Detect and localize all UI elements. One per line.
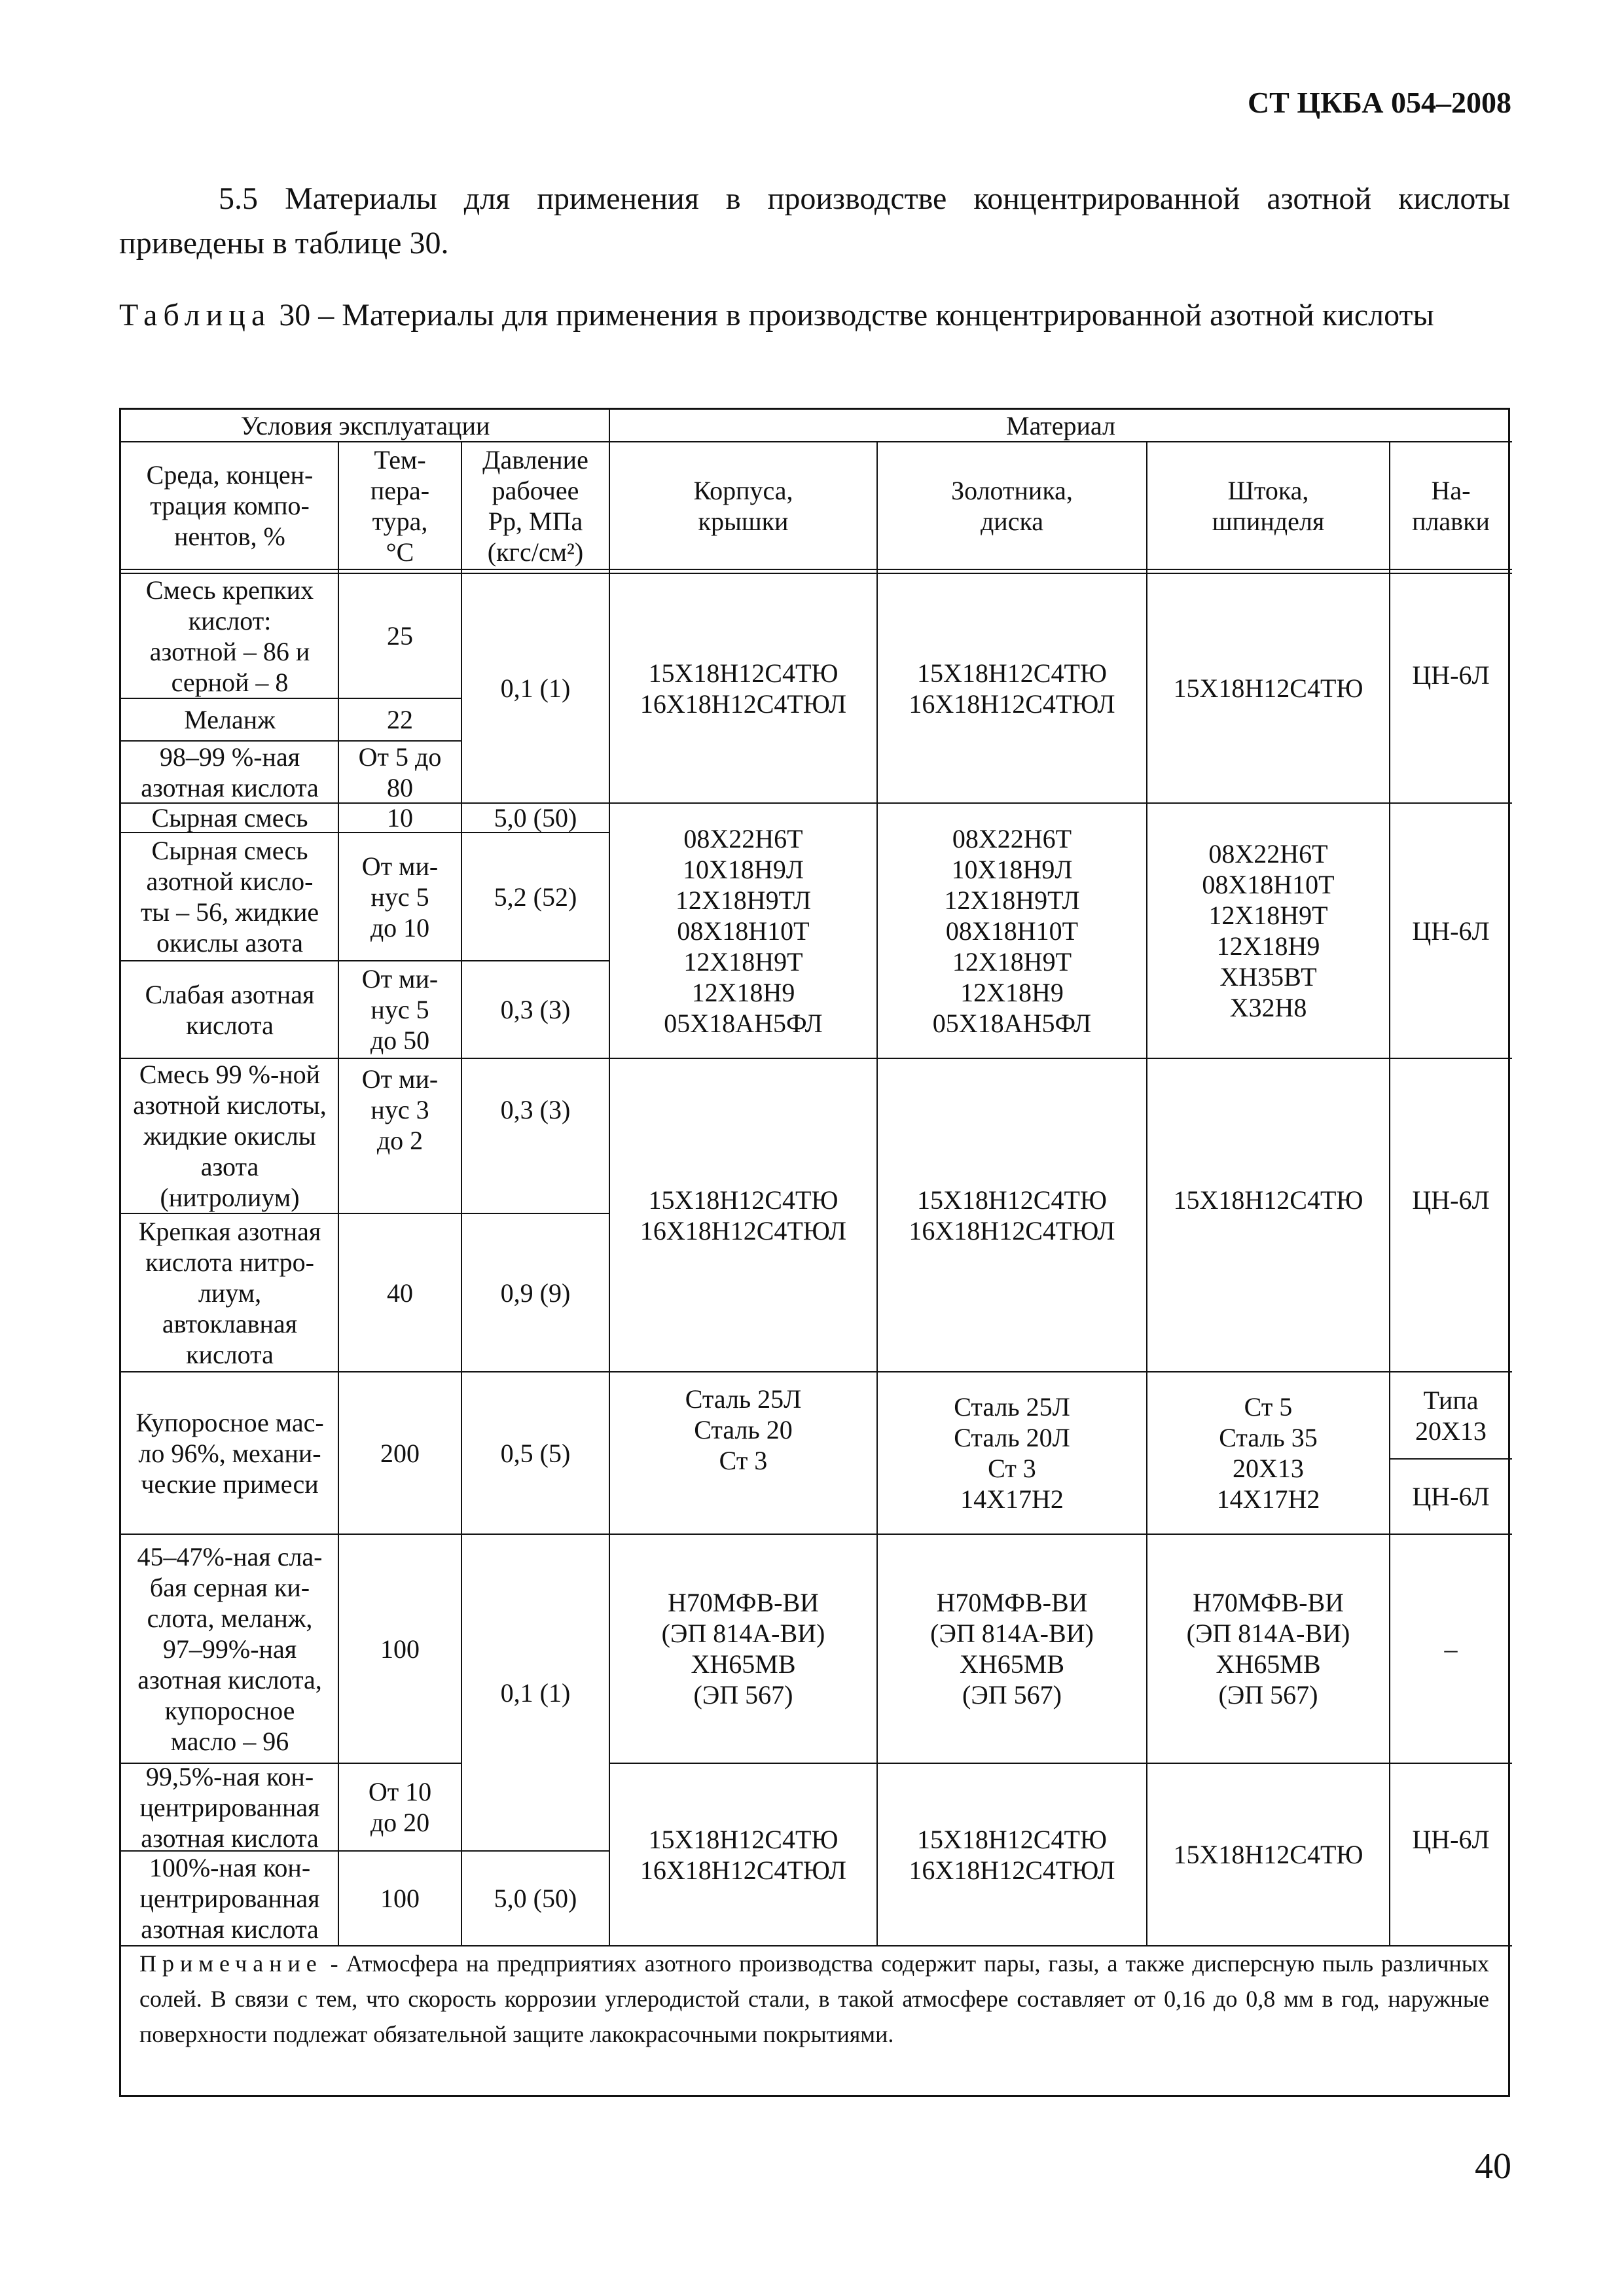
cell-line: 15Х18Н12С4ТЮ <box>1173 1185 1363 1215</box>
cell-line: нус 3 <box>370 1095 429 1124</box>
material-overlay-cell <box>1390 803 1512 1058</box>
cell-line: серной – 8 <box>171 667 289 697</box>
header-temperature-line: °С <box>386 537 414 567</box>
cell-line: 20Х13 <box>1233 1454 1304 1483</box>
header-medium-line: Среда, концен- <box>146 460 314 490</box>
cell-line: бая серная ки- <box>149 1572 310 1602</box>
cell-line: азотной кислоты, <box>133 1090 327 1120</box>
row-pressure-cell <box>461 1058 609 1213</box>
cell-line: 100%-ная кон- <box>149 1853 311 1882</box>
cell-line: (ЭП 814А-ВИ) <box>1186 1619 1350 1648</box>
row-medium-cell <box>121 1372 338 1534</box>
row-pressure-cell <box>461 1851 609 1946</box>
row-temp-cell <box>338 803 461 833</box>
intro-paragraph: 5.5 Материалы для применения в производстве концентрированной азотной кислоты приведены в таблице 30. <box>119 181 1510 260</box>
cell-line: ЦН-6Л <box>1412 1824 1490 1854</box>
material-disc-cell <box>877 1058 1147 1372</box>
cell-line: до 10 <box>370 912 430 942</box>
cell-line: масло – 96 <box>170 1726 289 1756</box>
cell-line: Сталь 20 <box>694 1415 793 1444</box>
material-disc-cell <box>877 573 1147 803</box>
cell-line: азотной – 86 и <box>149 636 310 666</box>
cell-line: 12Х18Н9 <box>1216 931 1320 961</box>
header-temperature <box>338 442 461 569</box>
material-overlay-cell <box>1390 573 1512 803</box>
cell-line: (ЭП 567) <box>1218 1680 1318 1710</box>
group-header-conditions <box>121 410 609 442</box>
header-pressure <box>461 442 609 569</box>
cell-line: ЦН-6Л <box>1412 660 1490 690</box>
material-disc-cell <box>877 1534 1147 1763</box>
header-stem-line: Штока, <box>1227 475 1309 505</box>
cell-line: 25 <box>387 621 413 651</box>
cell-line: 0,1 (1) <box>500 673 571 703</box>
header-disc <box>877 442 1147 569</box>
cell-line: 100 <box>380 1634 420 1664</box>
cell-line: 05Х18АН5ФЛ <box>664 1008 823 1038</box>
cell-line: азотная кислота <box>141 1914 319 1944</box>
cell-line: 15Х18Н12С4ТЮ <box>1173 673 1363 703</box>
cell-line: Н70МФВ-ВИ <box>1192 1588 1344 1617</box>
header-pressure-line: (кгс/см²) <box>487 537 584 567</box>
row-medium-cell <box>121 1763 338 1851</box>
cell-line: 10 <box>387 803 413 833</box>
page-number: 40 <box>1475 2146 1511 2187</box>
cell-line: 0,3 (3) <box>500 1095 571 1124</box>
material-disc-cell <box>877 1372 1147 1534</box>
group-header-material-text: Материал <box>1006 411 1115 440</box>
cell-line: ХН65МВ <box>691 1649 796 1679</box>
material-body-cell <box>609 1058 877 1372</box>
cell-line: 10Х18Н9Л <box>951 854 1073 884</box>
cell-line: 22 <box>387 705 413 734</box>
cell-line: 15Х18Н12С4ТЮ <box>648 1824 839 1854</box>
cell-line: ХН65МВ <box>959 1649 1065 1679</box>
cell-line: Смесь 99 %-ной <box>139 1060 321 1089</box>
row-medium-cell <box>121 1851 338 1946</box>
cell-line: 15Х18Н12С4ТЮ <box>917 658 1107 688</box>
cell-line: 12Х18Н9Т <box>952 946 1072 977</box>
cell-line: (ЭП 567) <box>693 1680 793 1710</box>
cell-line: азотная кислота, <box>137 1664 322 1695</box>
row-pressure-cell <box>461 1372 609 1534</box>
row-pressure-cell <box>461 1213 609 1372</box>
header-overlay-line: плавки <box>1412 506 1490 536</box>
cell-line: Ст 3 <box>988 1454 1036 1483</box>
cell-line: 16Х18Н12С4ТЮЛ <box>640 1215 847 1246</box>
material-body-cell <box>609 573 877 803</box>
header-disc-line: Золотника, <box>951 475 1073 505</box>
cell-line: 99,5%-ная кон- <box>145 1761 314 1791</box>
cell-line: лиум, <box>198 1278 262 1308</box>
cell-line: От 10 <box>368 1777 432 1806</box>
cell-line: 15Х18Н12С4ТЮ <box>917 1185 1107 1215</box>
cell-line: 5,0 (50) <box>494 803 577 833</box>
cell-line: 0,9 (9) <box>500 1278 571 1308</box>
cell-line: 12Х18Н9Т <box>1208 901 1328 930</box>
row-medium-cell <box>121 961 338 1058</box>
cell-line: 08Х18Н10Т <box>945 916 1079 946</box>
material-stem-cell <box>1147 1372 1390 1534</box>
row-temp-cell <box>338 1534 461 1763</box>
cell-line: ЦН-6Л <box>1412 1482 1490 1511</box>
row-temp-cell <box>338 833 461 961</box>
cell-line: Н70МФВ-ВИ <box>936 1588 1088 1617</box>
cell-line: Ст 3 <box>719 1446 768 1475</box>
header-pressure-line: Рр, МПа <box>488 506 583 536</box>
cell-line: 12Х18Н9ТЛ <box>944 885 1080 915</box>
cell-line: 14Х17Н2 <box>960 1484 1064 1514</box>
cell-line: азотной кисло- <box>146 867 314 896</box>
row-temp-cell <box>338 698 461 741</box>
material-stem-cell <box>1147 1058 1390 1372</box>
cell-line: Сырная смесь <box>151 836 308 865</box>
cell-line: ты – 56, жидкие <box>140 897 319 927</box>
row-pressure-cell <box>461 803 609 833</box>
table-note <box>139 1946 1489 2052</box>
cell-line: 5,2 (52) <box>494 882 577 912</box>
cell-line: 15Х18Н12С4ТЮ <box>1173 1840 1363 1869</box>
cell-line: 16Х18Н12С4ТЮЛ <box>909 1855 1115 1885</box>
cell-line: 0,1 (1) <box>500 1677 571 1708</box>
header-medium <box>121 442 338 569</box>
cell-line: 0,5 (5) <box>500 1438 571 1468</box>
cell-line: (ЭП 814А-ВИ) <box>661 1619 825 1648</box>
table-note-text: - Атмосфера на предприятиях азотного производства содержит пары, газы, а также дисперсную пыль различных солей. В связи с тем, что скорость коррозии углеродистой стали, в такой атмосфере составляет от 0,16 до 0,8 мм в год, наружные поверхности подлежат обязательной защите лакокрасочными покрытиями. <box>139 1950 1489 2047</box>
header-body-cover <box>609 442 877 569</box>
header-overlay <box>1390 442 1512 569</box>
row-medium-cell <box>121 698 338 741</box>
material-overlay-cell <box>1390 1459 1512 1534</box>
header-stem <box>1147 442 1390 569</box>
material-overlay-cell <box>1390 1763 1512 1946</box>
header-medium-line: нентов, % <box>174 522 285 551</box>
cell-line: 40 <box>387 1278 413 1308</box>
document-code-header: СТ ЦКБА 054–2008 <box>1247 86 1511 119</box>
cell-line: Купоросное мас- <box>135 1407 324 1437</box>
cell-line: ческие примеси <box>141 1469 319 1499</box>
cell-line: Сталь 20Л <box>954 1423 1070 1452</box>
cell-line: Х32Н8 <box>1229 993 1307 1022</box>
cell-line: автоклавная <box>162 1308 298 1338</box>
table-caption <box>119 293 1510 338</box>
cell-line: 80 <box>387 772 413 802</box>
cell-line: азотная кислота <box>141 772 319 802</box>
cell-line: центрированная <box>139 1884 320 1913</box>
cell-line: 15Х18Н12С4ТЮ <box>648 658 839 688</box>
row-temp-cell <box>338 1213 461 1372</box>
cell-line: 08Х18Н10Т <box>1202 870 1335 899</box>
cell-line: до 2 <box>376 1126 424 1155</box>
cell-line: Сталь 25Л <box>685 1384 802 1414</box>
cell-line: 15Х18Н12С4ТЮ <box>917 1824 1107 1854</box>
cell-line: 08Х22Н6Т <box>1208 839 1328 869</box>
material-disc-cell <box>877 803 1147 1058</box>
table-note-label: Примечание <box>139 1950 323 1977</box>
row-medium-cell <box>121 1058 338 1213</box>
header-temperature-line: тура, <box>372 506 428 536</box>
header-overlay-line: На- <box>1431 475 1471 505</box>
row-medium-cell <box>121 573 338 698</box>
cell-line: 45–47%-ная сла- <box>137 1541 323 1571</box>
cell-line: слота, меланж, <box>147 1603 313 1633</box>
cell-line: 05Х18АН5ФЛ <box>932 1008 1092 1038</box>
row-temp-cell <box>338 741 461 803</box>
cell-line: 08Х22Н6Т <box>683 823 803 853</box>
cell-line: кислота <box>186 1010 274 1040</box>
table-caption-text: 30 – Материалы для применения в производстве концентрированной азотной кислоты <box>271 298 1434 332</box>
cell-line: (ЭП 814А-ВИ) <box>930 1619 1094 1648</box>
material-overlay-cell <box>1390 1534 1512 1763</box>
cell-line: до 20 <box>370 1808 430 1837</box>
materials-table <box>119 408 1510 2097</box>
row-medium-cell <box>121 741 338 803</box>
cell-line: кислота нитро- <box>145 1247 314 1277</box>
row-temp-cell <box>338 573 461 698</box>
header-disc-line: диска <box>980 506 1044 536</box>
cell-line: 20Х13 <box>1415 1416 1487 1446</box>
header-pressure-line: Давление <box>482 444 588 475</box>
cell-line: азота <box>200 1152 259 1181</box>
row-medium-cell <box>121 803 338 833</box>
cell-line: центрированная <box>139 1792 320 1822</box>
material-body-cell <box>609 1763 877 1946</box>
cell-line: 16Х18Н12С4ТЮЛ <box>640 689 847 719</box>
cell-line: ХН35ВТ <box>1219 962 1317 992</box>
header-pressure-line: рабочее <box>492 475 579 505</box>
cell-line: 12Х18Н9ТЛ <box>675 885 812 915</box>
cell-line: 12Х18Н9 <box>960 977 1064 1007</box>
header-temperature-line: Тем- <box>374 444 426 475</box>
material-stem-cell <box>1147 573 1390 803</box>
cell-line: 15Х18Н12С4ТЮ <box>648 1185 839 1215</box>
cell-line: Сырная смесь <box>151 803 308 833</box>
cell-line: 97–99%-ная <box>162 1634 297 1664</box>
cell-line: 10Х18Н9Л <box>683 854 804 884</box>
cell-line: Смесь крепких <box>145 575 314 605</box>
material-stem-cell <box>1147 1763 1390 1946</box>
cell-line: купоросное <box>164 1695 295 1725</box>
cell-line: 200 <box>380 1438 420 1468</box>
cell-line: до 50 <box>370 1026 430 1055</box>
row-temp-cell <box>338 1372 461 1534</box>
cell-line: (ЭП 567) <box>962 1680 1062 1710</box>
header-medium-line: трация компо- <box>150 491 310 520</box>
row-pressure-cell <box>461 961 609 1058</box>
header-body-line: Корпуса, <box>693 475 793 505</box>
material-body-cell <box>609 803 877 1058</box>
row-temp-cell <box>338 1851 461 1946</box>
cell-line: Типа <box>1423 1385 1479 1415</box>
cell-line: 08Х22Н6Т <box>952 823 1072 853</box>
cell-line: ХН65МВ <box>1216 1649 1321 1679</box>
row-temp-cell <box>338 1058 461 1213</box>
row-medium-cell <box>121 1213 338 1372</box>
cell-line: 08Х18Н10Т <box>677 916 810 946</box>
cell-line: Меланж <box>184 705 276 734</box>
cell-line: ло 96%, механи- <box>138 1438 321 1468</box>
group-header-material <box>609 410 1512 442</box>
material-body-cell <box>609 1372 877 1534</box>
cell-line: жидкие окислы <box>143 1121 316 1151</box>
cell-line: Слабая азотная <box>145 979 315 1009</box>
row-pressure-cell <box>461 1534 609 1851</box>
cell-line: Ст 5 <box>1244 1392 1293 1422</box>
cell-line: 0,3 (3) <box>500 995 571 1024</box>
row-medium-cell <box>121 833 338 961</box>
cell-line: 100 <box>380 1884 420 1913</box>
cell-line: 98–99 %-ная <box>159 742 300 772</box>
cell-line: кислота <box>186 1339 274 1369</box>
material-overlay-cell <box>1390 1372 1512 1459</box>
cell-line: – <box>1444 1634 1458 1664</box>
row-pressure-cell <box>461 833 609 961</box>
cell-line: 12Х18Н9Т <box>683 946 803 977</box>
cell-line: 12Х18Н9 <box>691 977 795 1007</box>
cell-line: кислот: <box>188 605 272 636</box>
cell-line: Крепкая азотная <box>138 1216 321 1246</box>
cell-line: Сталь 25Л <box>954 1392 1070 1422</box>
cell-line: (нитролиум) <box>160 1183 300 1212</box>
material-stem-cell <box>1147 803 1390 1058</box>
cell-line: 16Х18Н12С4ТЮЛ <box>640 1855 847 1885</box>
header-body-line: крышки <box>698 506 789 536</box>
row-temp-cell <box>338 1763 461 1851</box>
cell-line: 16Х18Н12С4ТЮЛ <box>909 689 1115 719</box>
material-overlay-cell <box>1390 1058 1512 1372</box>
cell-line: 14Х17Н2 <box>1216 1484 1320 1514</box>
group-header-conditions-text: Условия эксплуатации <box>240 411 490 440</box>
cell-line: От ми- <box>361 1064 439 1094</box>
header-stem-line: шпинделя <box>1212 506 1325 536</box>
cell-line: От ми- <box>361 851 439 881</box>
row-medium-cell <box>121 1534 338 1763</box>
material-disc-cell <box>877 1763 1147 1946</box>
cell-line: окислы азота <box>156 928 303 958</box>
cell-line: От 5 до <box>358 742 442 772</box>
cell-line: нус 5 <box>370 882 429 912</box>
header-temperature-line: пера- <box>370 475 430 505</box>
cell-line: 16Х18Н12С4ТЮЛ <box>909 1215 1115 1246</box>
cell-line: 5,0 (50) <box>494 1884 577 1913</box>
cell-line: ЦН-6Л <box>1412 1185 1490 1215</box>
material-body-cell <box>609 1534 877 1763</box>
material-stem-cell <box>1147 1534 1390 1763</box>
cell-line: От ми- <box>361 964 439 994</box>
cell-line: Сталь 35 <box>1219 1423 1318 1452</box>
cell-line: Н70МФВ-ВИ <box>667 1588 820 1617</box>
cell-line: ЦН-6Л <box>1412 916 1490 946</box>
table-caption-label: Таблица <box>119 298 272 332</box>
row-pressure-cell <box>461 573 609 803</box>
cell-line: нус 5 <box>370 995 429 1024</box>
cell-line: азотная кислота <box>141 1823 319 1853</box>
row-temp-cell <box>338 961 461 1058</box>
